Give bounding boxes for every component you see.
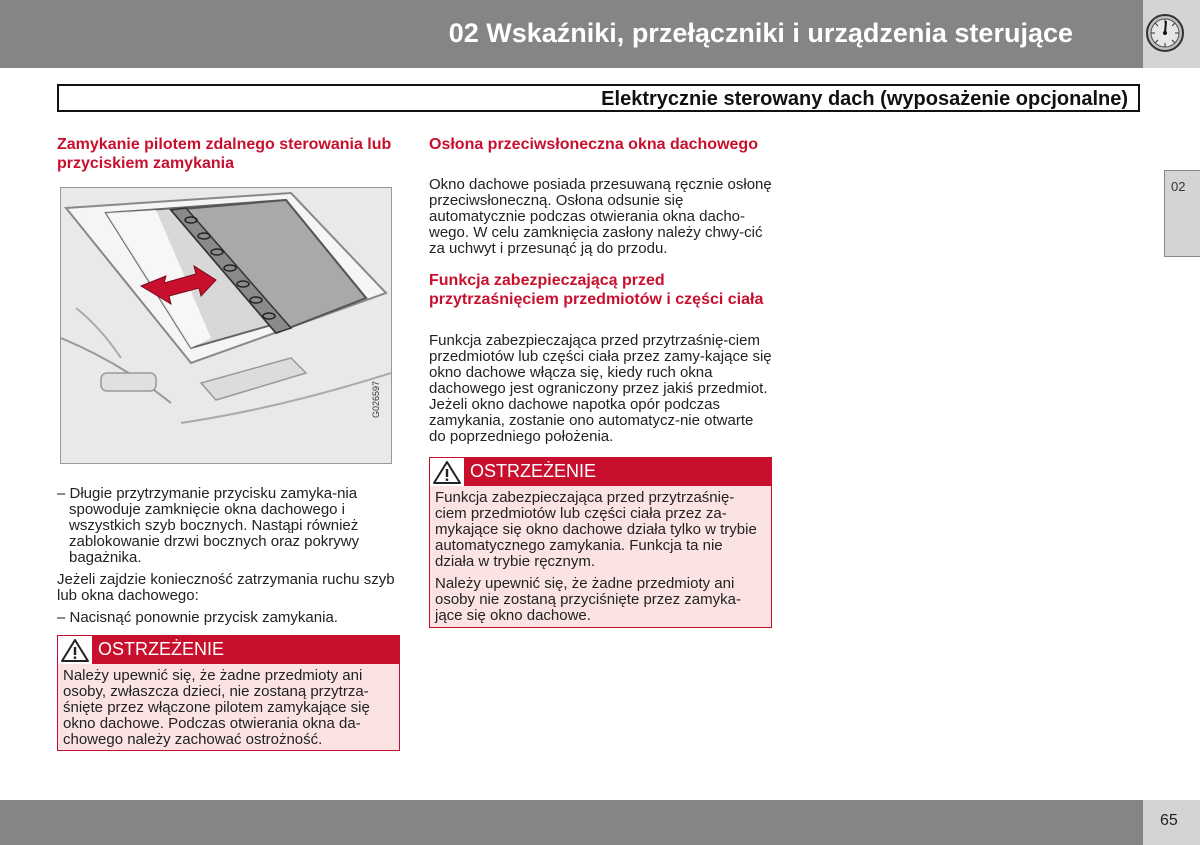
gauge-icon [1145, 13, 1185, 53]
warning-text-manual-mode: Funkcja zabezpieczająca przed przytrzaśnię-ciem przedmiotów lub części ciała przez za-mykające się okno dachowe działa tylko w trybie automatycznego zamykania. Funkcja ta nie działa w trybie ręcznym. [435, 489, 757, 570]
page-header [0, 0, 1143, 68]
chapter-tab[interactable] [1164, 170, 1200, 257]
warning-title: OSTRZEŻENIE [470, 461, 597, 481]
page-footer [0, 800, 1143, 845]
warning-body [430, 486, 771, 628]
sunroof-illustration-icon [61, 188, 391, 463]
sunshade-heading: Osłona przeciwsłoneczna okna dachowego [429, 136, 758, 153]
warning-text: Należy upewnić się, że żadne przedmioty ani osoby, zwłaszcza dzieci, nie zostaną przytrza-śnięte przez włączone pilotem zamykające się okno dachowe. Podczas otwierania okna da-chowego należy zachować ostrożność. [63, 667, 370, 748]
sunshade-text [429, 177, 774, 263]
instruction-item-press-again: – Nacisnąć ponownie przycisk zamykania. [57, 609, 338, 626]
warning-title: OSTRZEŻENIE [98, 639, 225, 659]
section-title: Elektrycznie sterowany dach (wyposażenie opcjonalne) [601, 88, 1128, 110]
warning-header [58, 636, 399, 664]
chapter-tab-label: 02 [1171, 179, 1186, 194]
section-title-box [57, 84, 1140, 112]
warning-triangle-icon [430, 458, 464, 486]
warning-box-anti-trap [429, 457, 772, 628]
instruction-item-long-press: – Długie przytrzymanie przycisku zamyka-nia spowoduje zamknięcie okna dachowego i wszystkich szyb bocznych. Nastąpi również zablokowanie drzwi bocznych oraz pokrywy bagażnika. [57, 485, 360, 566]
image-code: G026597 [371, 380, 381, 418]
chapter-title: 02 Wskaźniki, przełączniki i urządzenia sterujące [448, 18, 1073, 48]
page-number: 65 [1160, 812, 1178, 829]
warning-triangle-icon [58, 636, 92, 664]
warning-header [430, 458, 771, 486]
sunshade-paragraph: Okno dachowe posiada przesuwaną ręcznie osłonę przeciwsłoneczną. Osłona odsunie się automatycznie podczas otwierania okna dacho-wego. W celu zamknięcia zasłony należy chwy-cić za uchwyt i przesunąć ją do przodu. [429, 176, 772, 257]
anti-trap-heading: Funkcja zabezpieczającą przed przytrzaśnięciem przedmiotów i części ciała [429, 272, 764, 308]
stop-movement-paragraph: Jeżeli zajdzie konieczność zatrzymania ruchu szyb lub okna dachowego: [57, 571, 395, 604]
warning-box-remote [57, 635, 400, 751]
anti-trap-text [429, 333, 774, 451]
left-body-text [57, 486, 397, 632]
remote-close-heading: Zamykanie pilotem zdalnego sterowania lub przyciskiem zamykania [57, 136, 392, 172]
sunroof-illustration [60, 187, 392, 464]
warning-body [58, 664, 399, 752]
warning-text-check-objects: Należy upewnić się, że żadne przedmioty ani osoby nie zostaną przyciśnięte przez zamyka-jące się okno dachowe. [435, 575, 741, 624]
anti-trap-paragraph: Funkcja zabezpieczająca przed przytrzaśnię-ciem przedmiotów lub części ciała przez zamy-kające się okno dachowe włącza się, kiedy ruch okna dachowego jest ograniczony przez jakiś przedmiot. Jeżeli okno dachowe napotka opór podczas zamykania, zostanie ono automatycz-nie otwarte do poprzedniego położenia. [429, 332, 772, 445]
